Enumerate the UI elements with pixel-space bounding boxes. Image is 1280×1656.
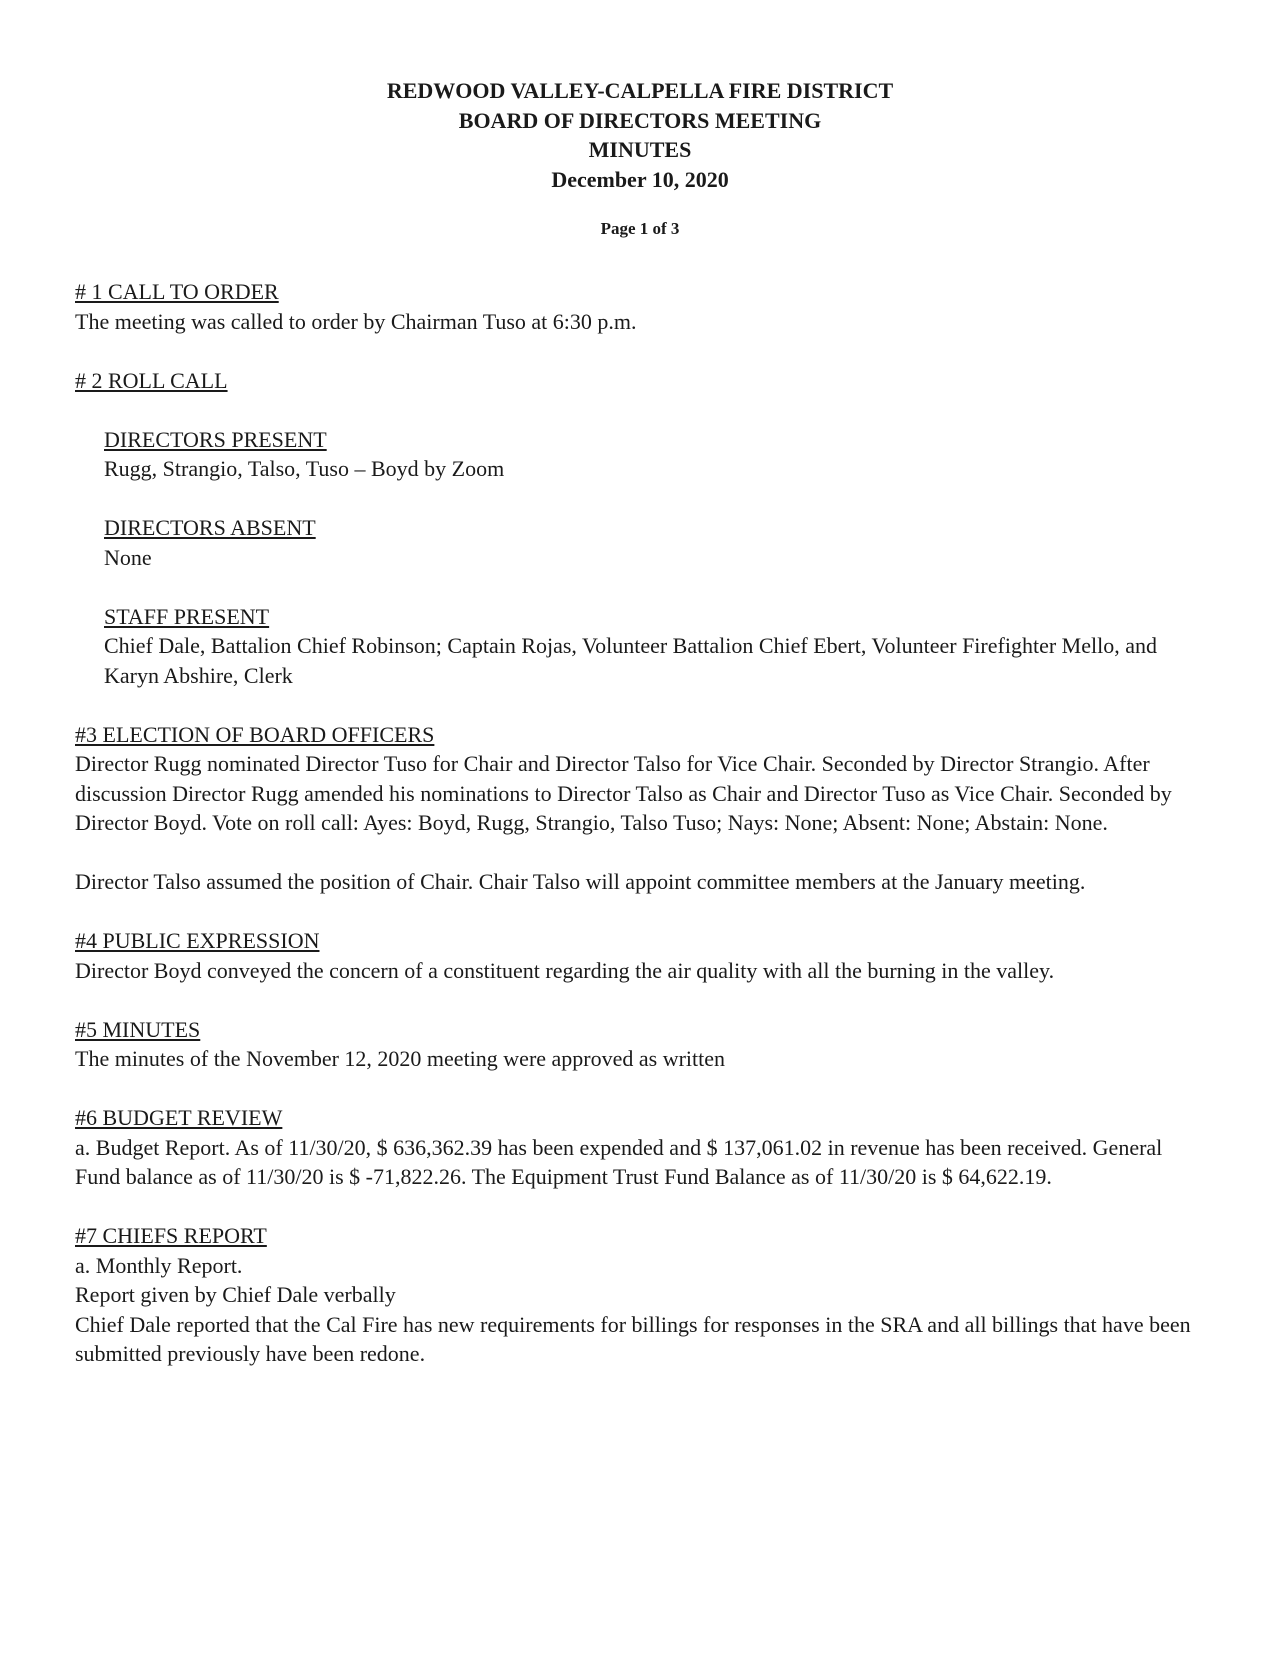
page-number: Page 1 of 3 bbox=[600, 219, 680, 238]
section-budget-review bbox=[75, 1103, 1205, 1192]
staff-present-list: Chief Dale, Battalion Chief Robinson; Captain Rojas, Volunteer Battalion Chief Ebert, Volunteer Firefighter Mello, and Karyn Abshire, Clerk bbox=[104, 633, 1157, 688]
section-text: Director Rugg nominated Director Tuso for Chair and Director Talso for Vice Chair. Seconded by Director Strangio. After discussion Director Rugg amended his nominations to Director Talso as Chair and Director Tuso as Vice Chair. Seconded by Director Boyd. Vote on roll call: Ayes: Boyd, Rugg, Strangio, Talso Tuso; Nays: None; Absent: None; Abstain: None. bbox=[75, 751, 1172, 835]
document-header bbox=[0, 76, 1280, 239]
section-text: a. Monthly Report. bbox=[75, 1252, 243, 1278]
directors-absent-list: None bbox=[104, 544, 152, 570]
staff-present-heading: STAFF PRESENT bbox=[104, 603, 270, 629]
section-text: The meeting was called to order by Chairman Tuso at 6:30 p.m. bbox=[75, 308, 637, 334]
section-call-to-order bbox=[75, 277, 1205, 336]
minutes-title: MINUTES bbox=[588, 137, 692, 162]
meeting-date: December 10, 2020 bbox=[551, 166, 729, 192]
section-heading: #3 ELECTION OF BOARD OFFICERS bbox=[75, 721, 435, 747]
section-chiefs-report bbox=[75, 1221, 1205, 1369]
section-heading: # 1 CALL TO ORDER bbox=[75, 279, 279, 304]
section-heading: #4 PUBLIC EXPRESSION bbox=[75, 928, 320, 953]
section-text: The minutes of the November 12, 2020 meeting were approved as written bbox=[75, 1046, 726, 1071]
minutes-body bbox=[75, 277, 1205, 1369]
section-text: a. Budget Report. As of 11/30/20, $ 636,362.39 has been expended and $ 137,061.02 in revenue has been received. General Fund balance as of 11/30/20 is $ -71,822.26. The Equipment Trust Fund Balance as of 11/30/20 is $ 64,622.19. bbox=[75, 1134, 1163, 1189]
meeting-title: BOARD OF DIRECTORS MEETING bbox=[458, 107, 822, 133]
section-heading: #6 BUDGET REVIEW bbox=[75, 1105, 283, 1130]
section-text: Chief Dale reported that the Cal Fire has new requirements for billings for responses in the SRA and all billings that have been submitted previously have been redone. bbox=[75, 1311, 1191, 1366]
directors-absent-heading: DIRECTORS ABSENT bbox=[104, 515, 316, 540]
section-heading: #5 MINUTES bbox=[75, 1016, 201, 1042]
section-public-expression bbox=[75, 926, 1205, 985]
section-heading: # 2 ROLL CALL bbox=[75, 367, 228, 393]
district-name: REDWOOD VALLEY-CALPELLA FIRE DISTRICT bbox=[386, 78, 894, 103]
section-heading: #7 CHIEFS REPORT bbox=[75, 1223, 267, 1248]
section-text: Director Talso assumed the position of Chair. Chair Talso will appoint committee members at the January meeting. bbox=[75, 869, 1086, 894]
section-minutes bbox=[75, 1015, 1205, 1074]
section-election bbox=[75, 720, 1205, 897]
directors-present-heading: DIRECTORS PRESENT bbox=[104, 426, 327, 452]
section-text: Director Boyd conveyed the concern of a constituent regarding the air quality with all the burning in the valley. bbox=[75, 957, 1055, 983]
section-text: Report given by Chief Dale verbally bbox=[75, 1282, 396, 1307]
directors-present-list: Rugg, Strangio, Talso, Tuso – Boyd by Zoom bbox=[104, 456, 505, 481]
section-roll-call bbox=[75, 366, 1205, 691]
